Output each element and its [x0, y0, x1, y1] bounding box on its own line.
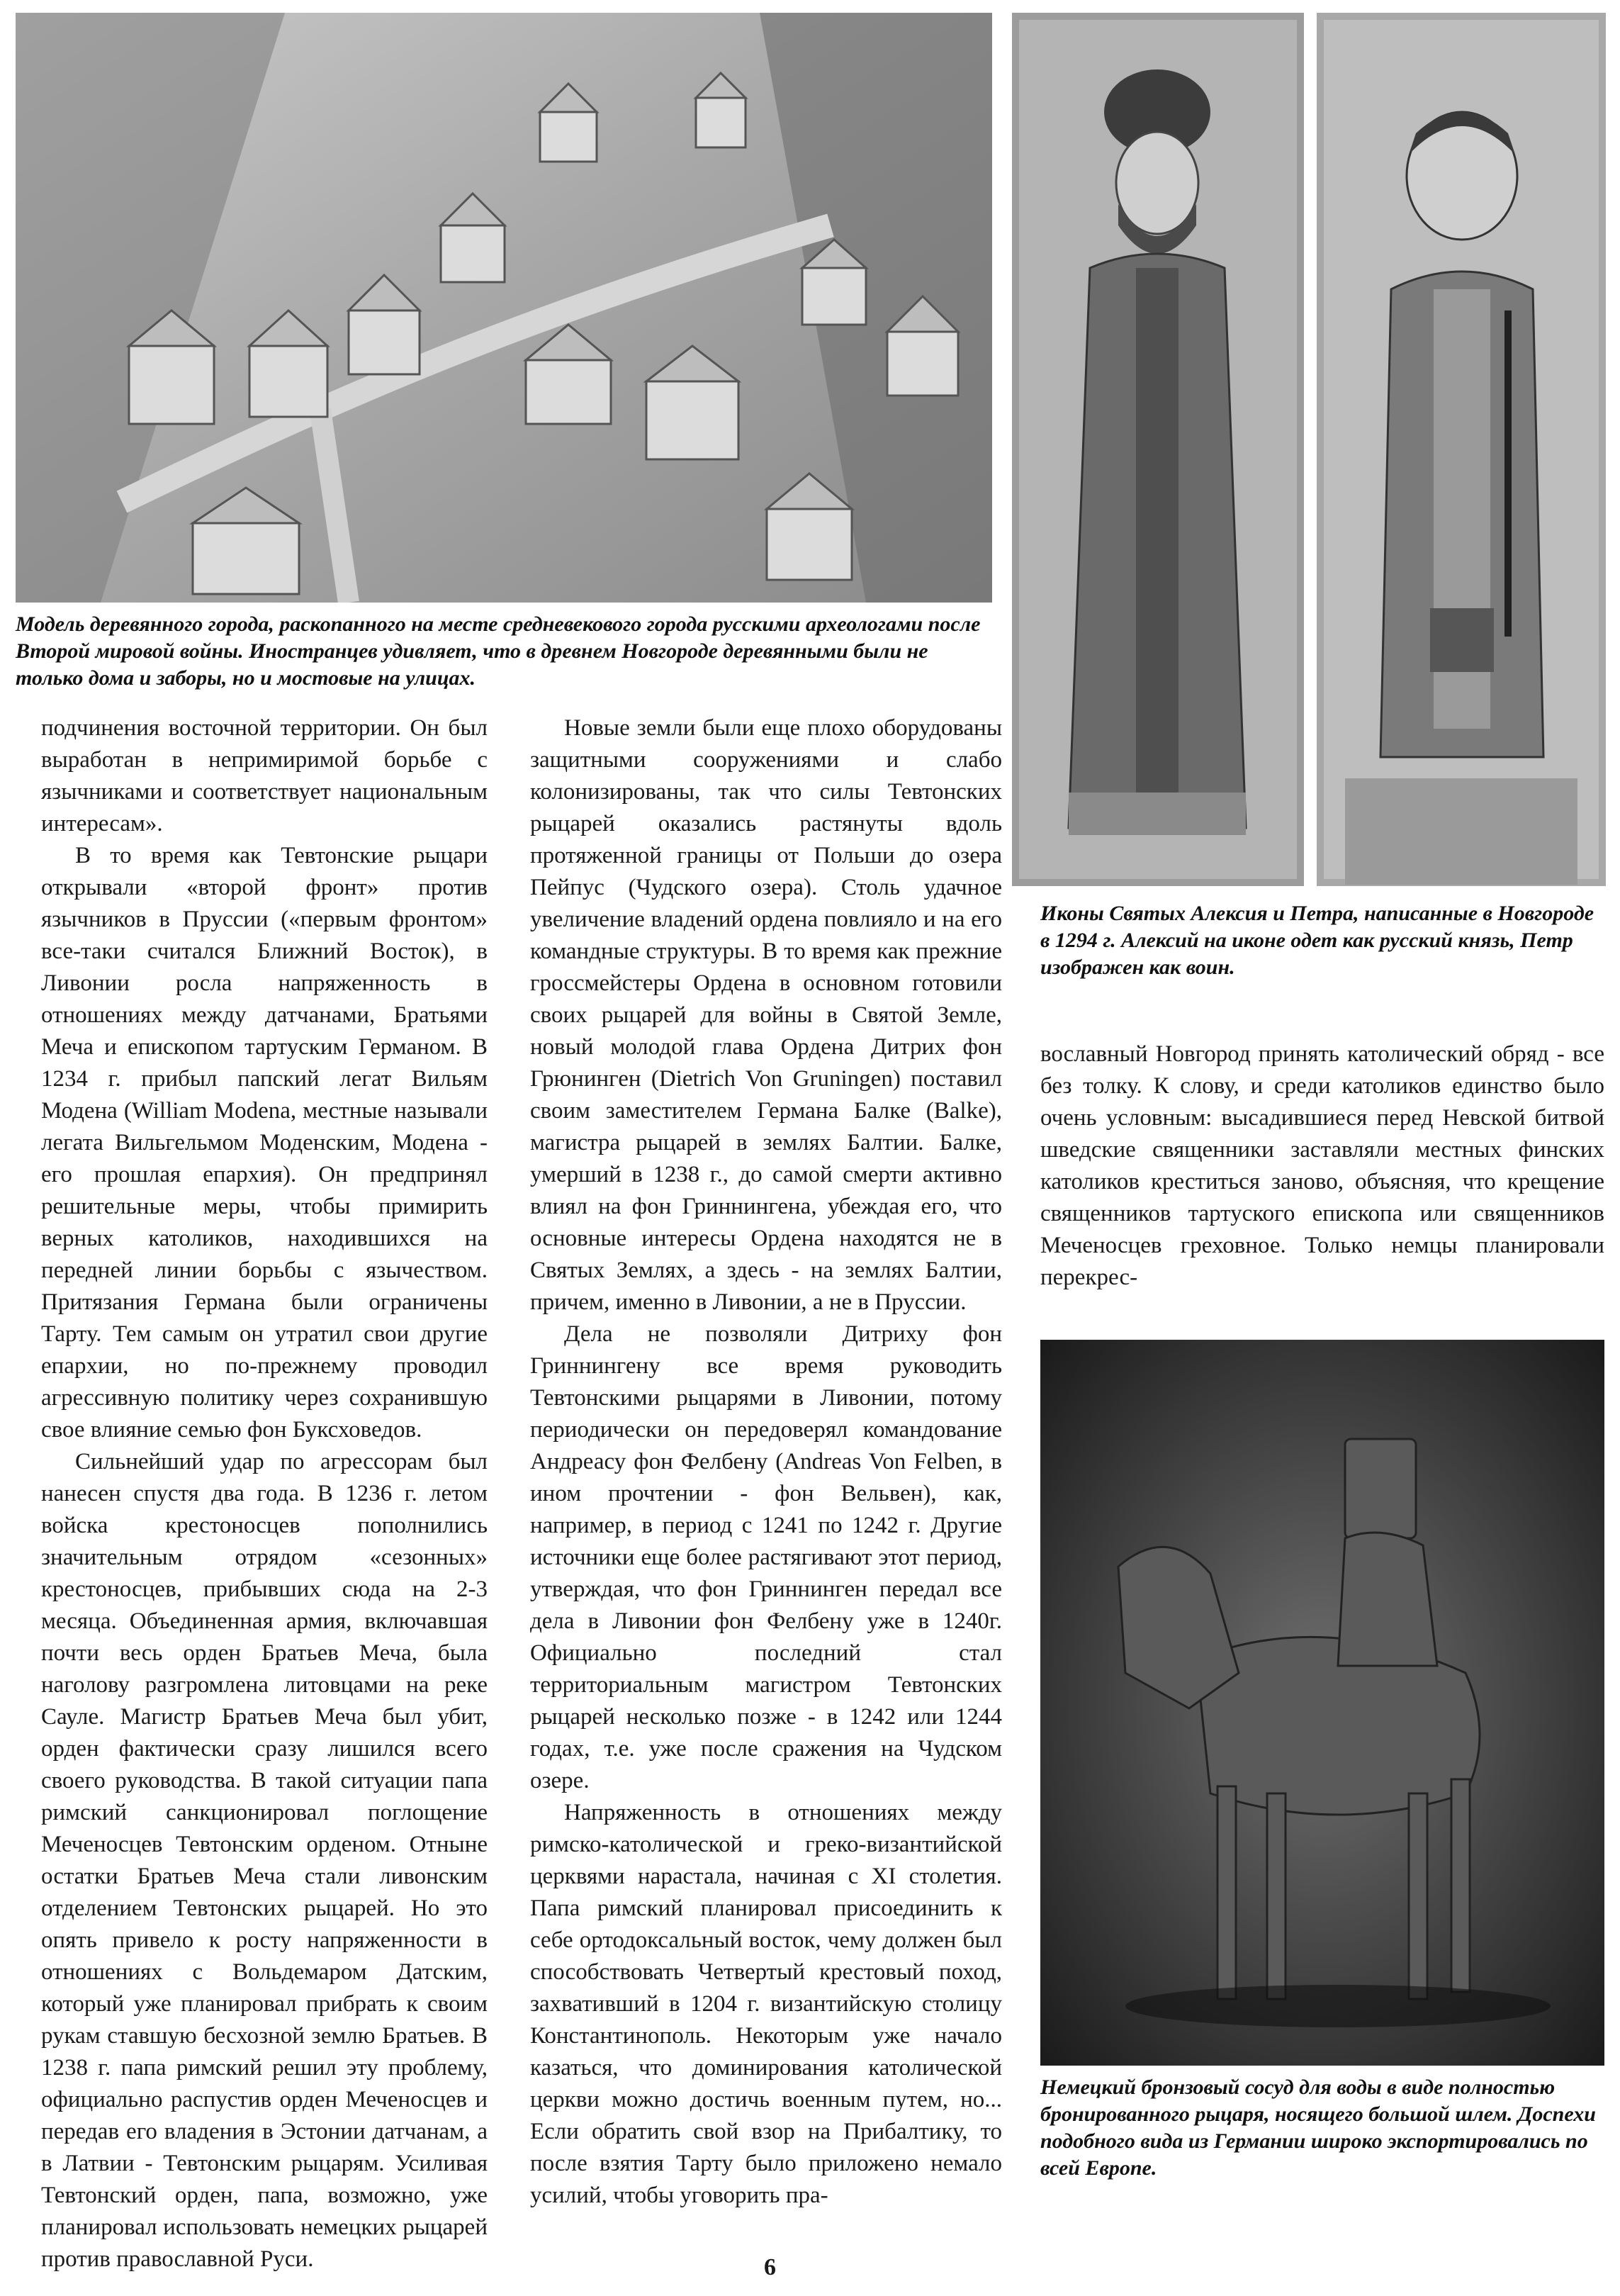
icon-alexis-photo — [1012, 13, 1304, 886]
text-column-3 — [1040, 1038, 1604, 1294]
col1-paragraph: Сильнейший удар по агрессорам был нанесен спустя два года. В 1236 г. летом войска крестоносцев пополнились значительным отрядом «сезонных» крестоносцев, прибывших сюда на 2-3 месяца. Объединенная армия, включавшая почти весь орден Братьев Меча, была наголову разгромлена литовцами на реке Сауле. Магистр Братьев Меча был убит, орден фактически сразу лишился всего своего руководства. В такой ситуации папа римский санкционировал поглощение Меченосцев Тевтонским орденом. Отныне остатки Братьев Меча стали ливонским отделением Тевтонских рыцарей. Но это опять привело к росту напряженности в отношениях с Вольдемаром Датским, который уже планировал прибрать к своим рукам ставшую бесхозной землю Братьев. В 1238 г. папа римский решил эту проблему, официально распустив орден Меченосцев и передав его владения в Эстонии датчанам, а в Латвии - Тевтонским рыцарям. Усиливая Тевтонский орден, папа, возможно, уже планировал использовать немецких рыцарей против православной Руси. — [41, 1449, 488, 2272]
page-number: 6 — [764, 2254, 776, 2280]
col1-paragraph: В то время как Тевтонские рыцари открывали «второй фронт» против язычников в Пруссии («первым фронтом» все-таки считался Ближний Восток), в Ливонии росла напряженность в отношениях между датчанами, Братьями Меча и епископом тартуским Германом. В 1234 г. прибыл папский легат Вильям Модена (William Modena, местные называли легата Вильгельмом Моденским, Модена - его прошлая епархия). Он предпринял решительные меры, чтобы примирить верных католиков, находившихся на передней линии борьбы с язычеством. Притязания Германа были ограничены Тарту. Тем самым он утратил свои другие епархии, но по-прежнему проводил агрессивную политику через сохранившую свое влияние семью фон Буксховедов. — [41, 843, 488, 1443]
city-model-photo — [16, 13, 992, 603]
icons-caption: Иконы Святых Алексия и Петра, написанные в Новгороде в 1294 г. Алексий на иконе одет как русский князь, Петр изображен как воин. — [1040, 902, 1594, 979]
col2-paragraph: Новые земли были еще плохо оборудованы защитными сооружениями и слабо колонизированы, так что силы Тевтонских рыцарей оказались растянуты вдоль протяженной границы от Польши до озера Пейпус (Чудского озера). Столь удачное увеличение владений ордена повлияло и на его командные структуры. В то время как прежние гроссмейстеры Ордена в основном готовили своих рыцарей для войны в Святой Земле, новый молодой глава Ордена Дитрих фон Грюнинген (Dietrich Von Gruningen) поставил своим заместителем Германа Балке (Balke), магистра рыцарей в землях Балтии. Балке, умерший в 1238 г., до самой смерти активно влиял на фон Гриннингена, убеждая его, что основные интересы Ордена находятся не в Святых Землях, а здесь - на землях Балтии, причем, именно в Ливонии, а не в Пруссии. — [530, 715, 1002, 1315]
text-column-2 — [530, 712, 1002, 2212]
col3-paragraph: вославный Новгород принять католический обряд - все без толку. К слову, и среди католиков единство было очень условным: высадившиеся перед Невской битвой шведские священники заставляли местных финских католиков креститься заново, объясняя, что крещение священников тартуского епископа или священников Меченосцев греховное. Только немцы планировали перекрес- — [1040, 1041, 1604, 1290]
col1-paragraph: подчинения восточной территории. Он был выработан в непримиримой борьбе с язычниками и соответствует национальным интересам». — [41, 715, 488, 836]
icon-peter-photo — [1317, 13, 1606, 886]
vessel-caption: Немецкий бронзовый сосуд для воды в виде полностью бронированного рыцаря, носящего большой шлем. Доспехи подобного вида из Германии широко экспортировались по всей Европе. — [1040, 2076, 1596, 2180]
text-column-1 — [41, 712, 488, 2275]
col2-paragraph: Напряженность в отношениях между римско-католической и греко-византийской церквями нарастала, начиная с XI столетия. Папа римский планировал присоединить к себе ортодоксальный восток, чему должен был способствовать Четвертый крестовый поход, захвативший в 1204 г. византийскую столицу Константинополь. Некоторым уже начало казаться, что доминирования католической церкви можно достичь военным путем, но... Если обратить свой взор на Прибалтику, то после взятия Тарту было приложено немало усилий, чтобы уговорить пра- — [530, 1800, 1002, 2208]
city-model-caption: Модель деревянного города, раскопанного на месте средневекового города русскими археологами после Второй мировой войны. Иностранцев удивляет, что в древнем Новгороде деревянными были не только дома и заборы, но и мостовые на улицах. — [16, 612, 981, 690]
knight-vessel-photo — [1040, 1340, 1604, 2066]
col2-paragraph: Дела не позволяли Дитриху фон Гриннингену все время руководить Тевтонскими рыцарями в Ливонии, потому периодически он передоверял командование Андреасу фон Фелбену (Andreas Von Felben, в ином прочтении - фон Вельвен), как, например, в период с 1241 по 1242 г. Другие источники еще более растягивают этот период, утверждая, что фон Гриннинген передал все дела в Ливонии фон Фелбену уже в 1240г. Официально последний стал территориальным магистром Тевтонских рыцарей несколько позже - в 1242 или 1244 годах, т.е. уже после сражения на Чудском озере. — [530, 1321, 1002, 1793]
